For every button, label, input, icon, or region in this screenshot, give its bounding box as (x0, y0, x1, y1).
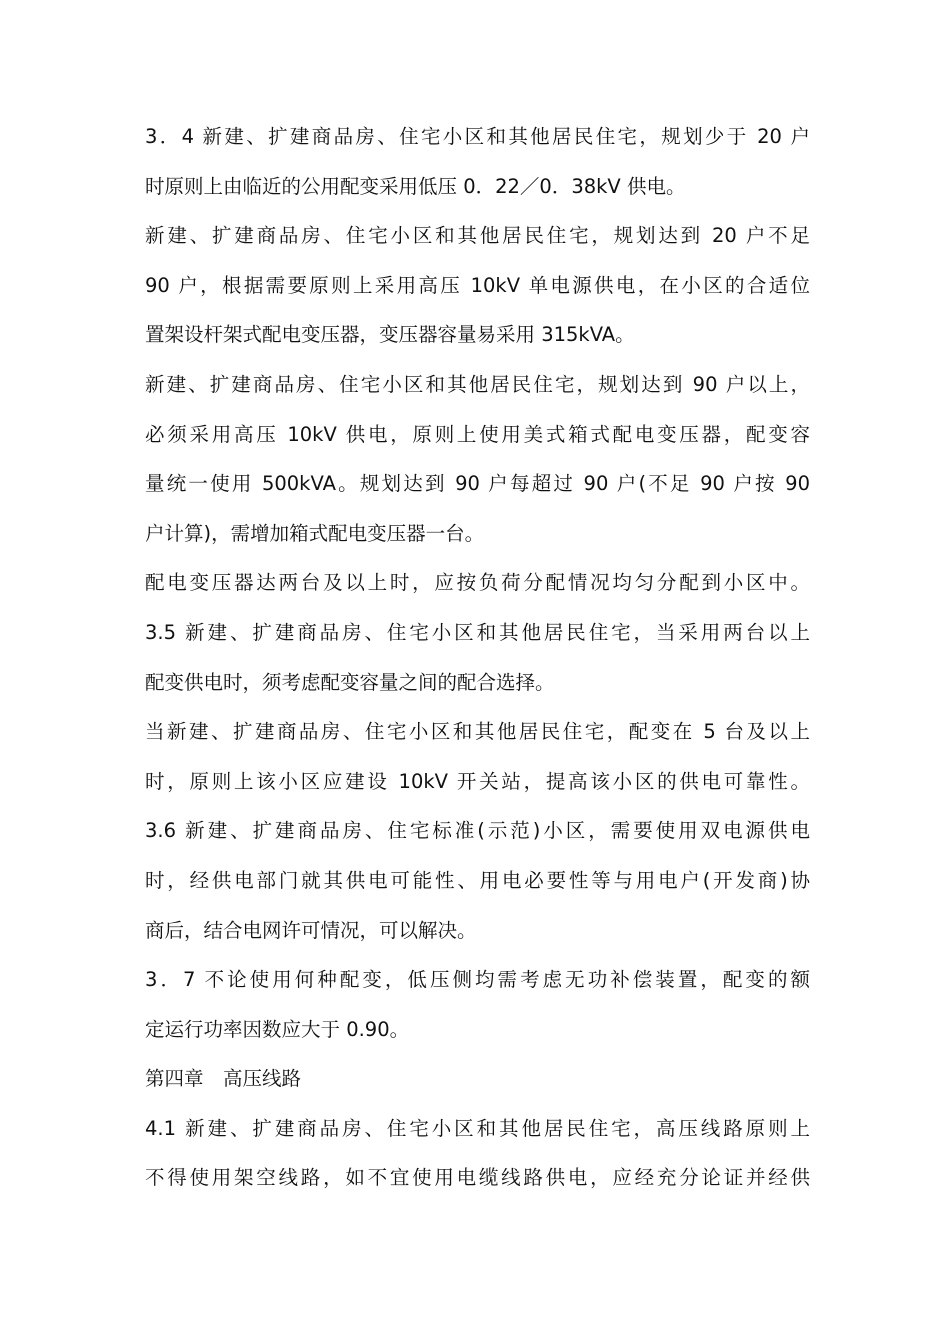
text-line: 3.5 新建、扩建商品房、住宅小区和其他居民住宅，当采用两台以上 (145, 620, 810, 644)
text-line: 置架设杆架式配电变压器，变压器容量易采用 315kVA。 (145, 323, 635, 347)
text-line: 商后，结合电网许可情况，可以解决。 (145, 918, 477, 942)
text-line: 90 户，根据需要原则上采用高压 10kV 单电源供电，在小区的合适位 (145, 273, 810, 297)
text-line: 3．7 不论使用何种配变，低压侧均需考虑无功补偿装置，配变的额 (145, 968, 810, 992)
text-line: 时，原则上该小区应建设 10kV 开关站，提高该小区的供电可靠性。 (145, 769, 810, 793)
text-line: 不得使用架空线路，如不宜使用电缆线路供电，应经充分论证并经供 (145, 1166, 810, 1190)
text-line: 时原则上由临近的公用配变采用低压 0．22／0．38kV 供电。 (145, 174, 686, 198)
text-line: 3．4 新建、扩建商品房、住宅小区和其他居民住宅，规划少于 20 户 (145, 125, 810, 148)
text-line: 4.1 新建、扩建商品房、住宅小区和其他居民住宅，高压线路原则上 (145, 1116, 810, 1140)
text-line: 时，经供电部门就其供电可能性、用电必要性等与用电户(开发商)协 (145, 868, 810, 892)
text-line: 3.6 新建、扩建商品房、住宅标准(示范)小区，需要使用双电源供电 (145, 819, 810, 843)
text-line: 量统一使用 500kVA。规划达到 90 户每超过 90 户(不足 90 户按 90 (145, 472, 810, 496)
text-line: 当新建、扩建商品房、住宅小区和其他居民住宅，配变在 5 台及以上 (145, 720, 810, 744)
chapter-heading: 第四章 高压线路 (145, 1067, 302, 1091)
text-line: 定运行功率因数应大于 0.90。 (145, 1017, 410, 1041)
document-body (145, 112, 810, 1203)
text-line: 新建、扩建商品房、住宅小区和其他居民住宅，规划达到 90 户以上， (145, 372, 810, 396)
text-line: 必须采用高压 10kV 供电，原则上使用美式箱式配电变压器，配变容 (145, 422, 810, 446)
text-line: 配变供电时，须考虑配变容量之间的配合选择。 (145, 670, 555, 694)
text-line: 户计算)，需增加箱式配电变压器一台。 (145, 521, 485, 545)
text-line: 新建、扩建商品房、住宅小区和其他居民住宅，规划达到 20 户不足 (145, 224, 810, 248)
text-line: 配电变压器达两台及以上时，应按负荷分配情况均匀分配到小区中。 (145, 571, 810, 595)
